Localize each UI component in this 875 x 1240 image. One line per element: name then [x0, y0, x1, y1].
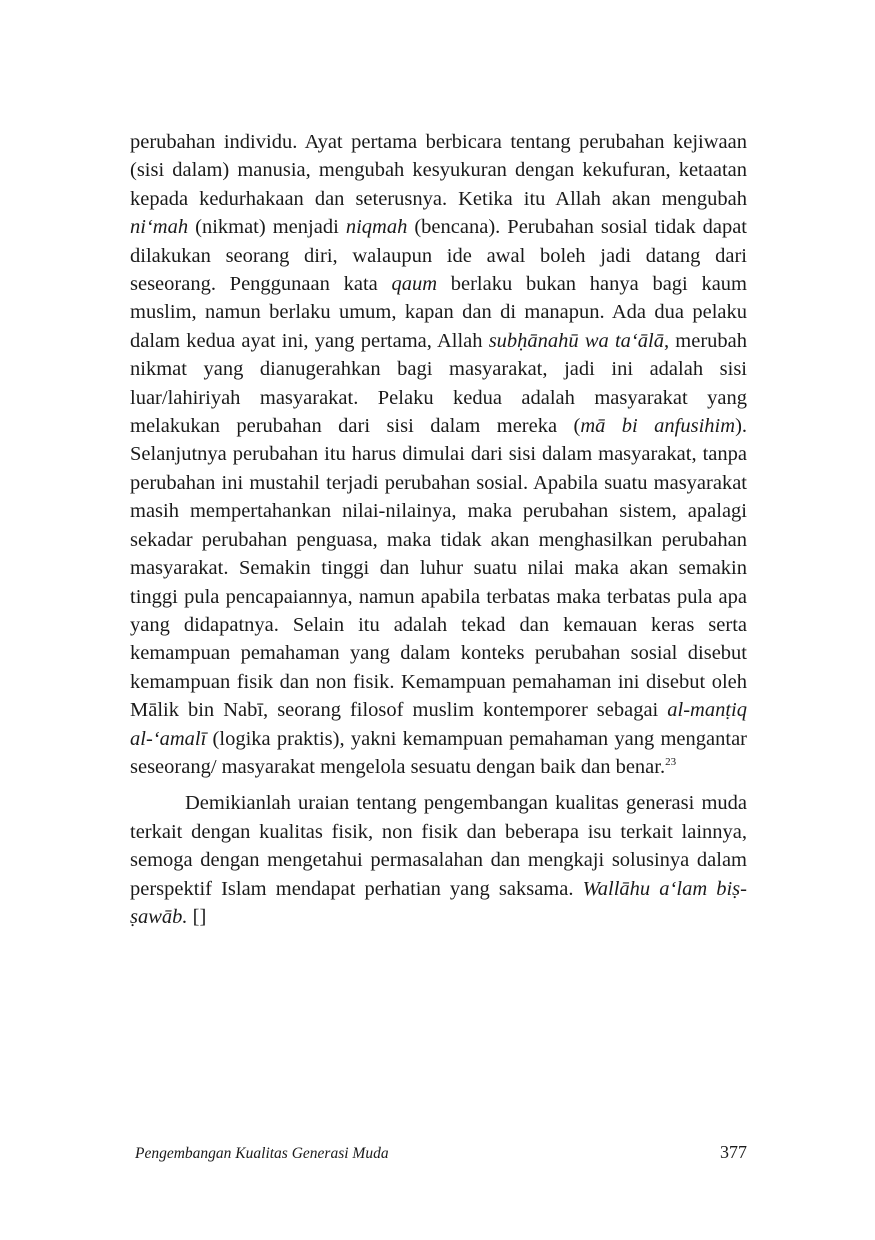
text-run: (bencana). Perubahan sosial tidak dapat dilakukan seorang diri, walaupun ide awal boleh jadi datang dari seseorang. Penggunaan kata: [130, 216, 748, 296]
paragraph-2: [130, 789, 747, 931]
text-run: , merubah nikmat yang dianugerahkan bagi masyarakat, jadi ini adalah sisi luar/lahiriyah masyarakat. Pelaku kedua adalah masyarakat yang melakukan perubahan dari sisi dalam mereka (: [130, 329, 747, 438]
italic-term-subhanahu: subḥānahū wa ta‘ālā: [488, 329, 664, 352]
italic-term-nimah: ni‘mah: [130, 216, 189, 239]
italic-term-niqmah: niqmah: [345, 216, 408, 239]
text-run: perubahan individu. Ayat pertama berbicara tentang perubahan kejiwaan (sisi dalam) manusia, mengubah kesyukuran dengan kekufuran, ketaatan kepada kedurhakaan dan seterusnya. Ketika itu Allah akan mengubah: [130, 131, 747, 210]
page-body: [130, 128, 747, 931]
italic-term-al-mantiq: al-manṭiq al-‘amalī: [130, 699, 747, 750]
running-title: Pengembangan Kualitas Generasi Muda: [135, 1145, 389, 1162]
page-footer: [135, 1142, 747, 1163]
footnote-reference[interactable]: 23: [665, 756, 677, 769]
text-run: ). Selanjutnya perubahan itu harus dimulai dari sisi dalam masyarakat, tanpa perubahan ini mustahil terjadi perubahan sosial. Apabila suatu masyarakat masih mempertahankan nilai-nilainya, maka perubahan sistem, apalagi sekadar perubahan penguasa, maka tidak akan menghasilkan perubahan masyarakat. Semakin tinggi dan luhur suatu nilai maka akan semakin tinggi pula pencapaiannya, namun apabila terbatas maka terbatas pula apa yang didapatnya. Selain itu adalah tekad dan kemauan keras serta kemampuan pemahaman yang dalam konteks perubahan sosial disebut kemampuan fisik dan non fisik. Kemampuan pemahaman ini disebut oleh Mālik bin Nabī, seorang filosof muslim kontemporer sebagai: [130, 415, 748, 722]
text-run: Demikianlah uraian tentang pengembangan kualitas generasi muda terkait dengan kualitas fisik, non fisik dan beberapa isu terkait lainnya, semoga dengan mengetahui permasalahan dan mengkaji solusinya dalam perspektif Islam mendapat perhatian yang saksama.: [130, 792, 747, 900]
text-run: []: [187, 905, 207, 928]
italic-term-ma-bi-anfusihim: mā bi anfusihim: [580, 415, 736, 438]
text-run: (logika praktis), yakni kemampuan pemahaman yang mengantar seseorang/ masyarakat mengelola sesuatu dengan baik dan benar.: [130, 727, 747, 778]
italic-term-wallahu: Wallāhu a‘lam biṣ-ṣawāb.: [130, 877, 747, 928]
italic-term-qaum: qaum: [391, 273, 438, 296]
paragraph-1: [130, 128, 747, 781]
text-run: (nikmat) menjadi: [188, 216, 346, 239]
text-run: berlaku bukan hanya bagi kaum muslim, namun berlaku umum, kapan dan di manapun. Ada dua pelaku dalam kedua ayat ini, yang pertama, Allah: [130, 273, 747, 352]
page-number: 377: [720, 1142, 747, 1162]
